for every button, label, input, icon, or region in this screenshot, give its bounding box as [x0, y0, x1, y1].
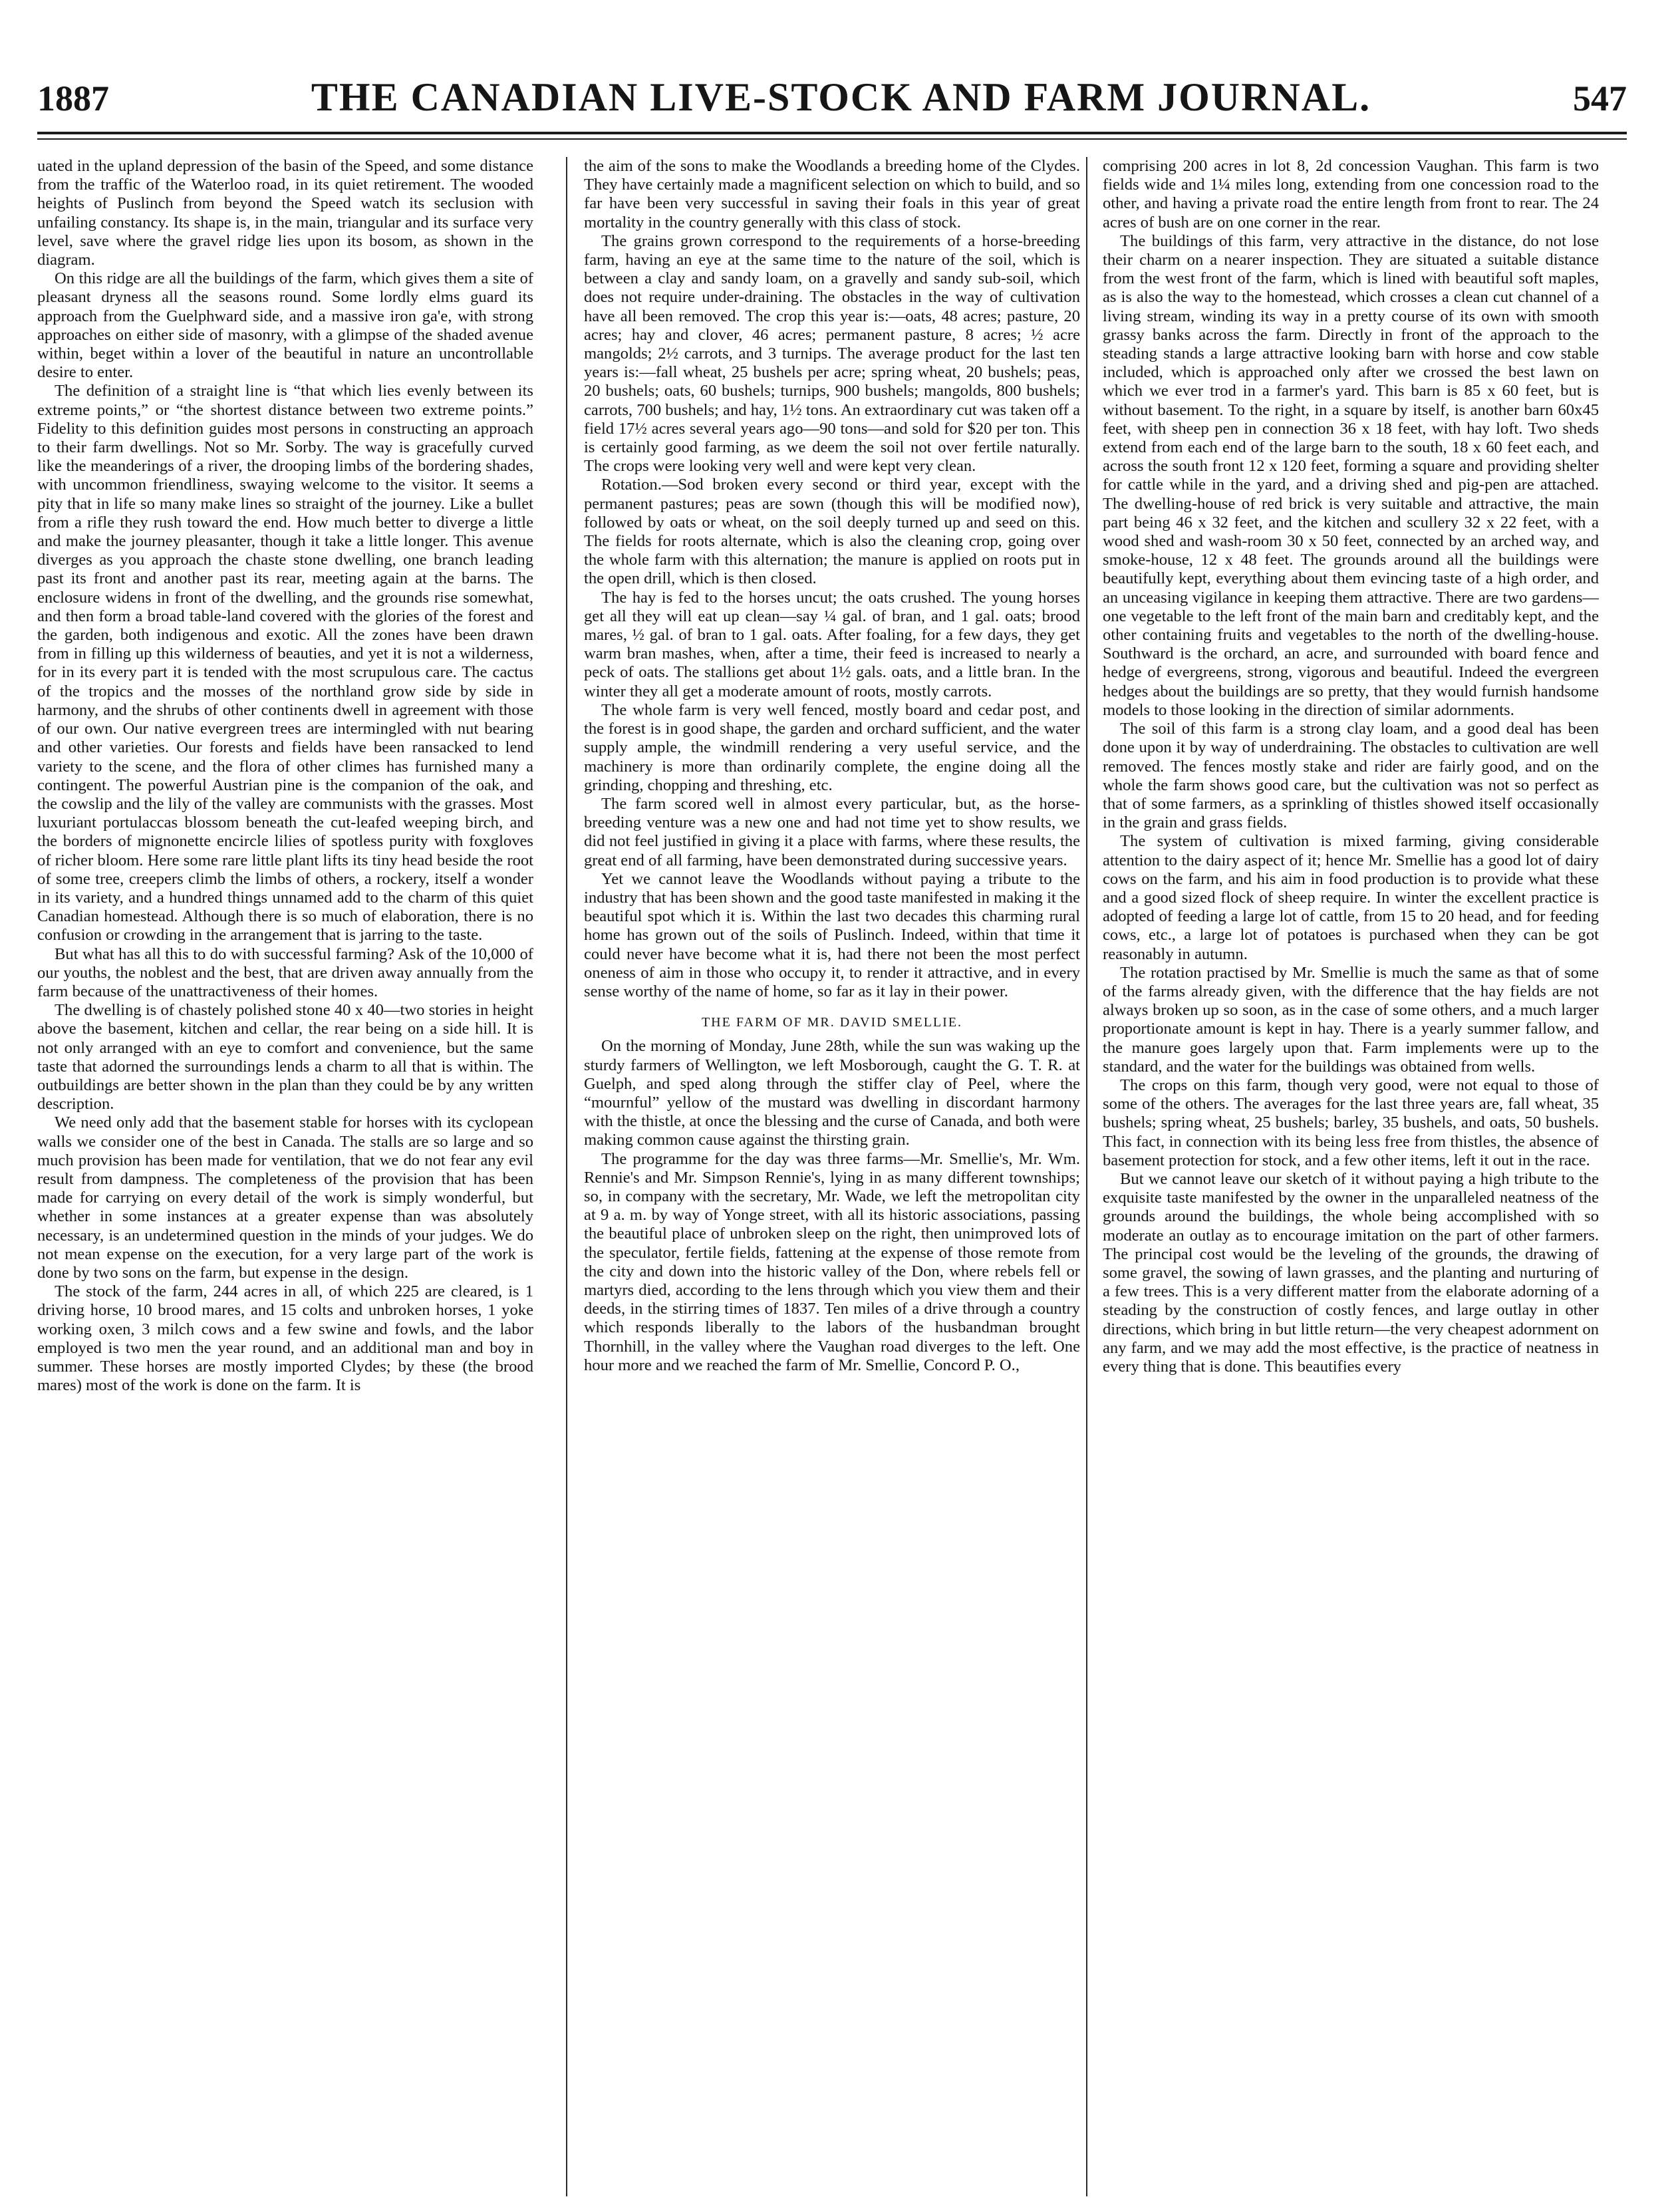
paragraph: The stock of the farm, 244 acres in all, of which 225 are cleared, is 1 driving horse, 10 brood mares, and 15 colts and unbroken horses, 1 yoke working oxen, 3 milch cows and a few swine and fowls, and the labor employed is two men the year round, and an additional man and boy in summer. These horses are mostly imported Clydes; by these (the brood mares) most of the work is done on the farm. It is [37, 1282, 533, 1395]
header-rule-thin [37, 138, 1627, 140]
paragraph: Yet we cannot leave the Woodlands without paying a tribute to the industry that has been shown and the good taste manifested in making it the beautiful spot which it is. Within the last two decades this charming rural home has grown out of the soils of Puslinch. Indeed, within that time it could never have become what it is, had there not been the most perfect oneness of aim in those who occupy it, to render it attractive, and in every sense worthy of the name of home, so far as it lay in their power. [584, 869, 1080, 1000]
paragraph: The farm scored well in almost every particular, but, as the horse-breeding venture was a new one and had not time yet to show results, we did not feel justified in giving it a place with farms, where these results, the great end of all farming, have been demonstrated during successive years. [584, 794, 1080, 869]
paragraph: The hay is fed to the horses uncut; the oats crushed. The young horses get all they will eat up clean—say ¼ gal. of bran, and 1 gal. oats; brood mares, ½ gal. of bran to 1 gal. oats. After foaling, for a few days, they get warm bran mashes, when, after a time, their feed is increased to nearly a peck of oats. The stallions get about 1½ gals. oats, and a little bran. In the winter they all get a moderate amount of roots, mostly carrots. [584, 588, 1080, 700]
paragraph: The crops on this farm, though very good, were not equal to those of some of the others. The averages for the last three years are, fall wheat, 35 bushels; spring wheat, 25 bushels; barley, 35 bushels, and oats, 50 bushels. This fact, in connection with its being less free from thistles, the absence of basement protection for stock, and a few other items, left it out in the race. [1103, 1076, 1599, 1169]
paragraph: But we cannot leave our sketch of it without paying a high tribute to the exquisite taste manifested by the owner in the unparalleled neatness of the grounds around the buildings, the whole being accomplished with so moderate an outlay as to encourage imitation on the part of other farmers. The principal cost would be the leveling of the grounds, the drawing of some gravel, the sowing of lawn grasses, and the planting and nurturing of a few trees. This is a very different matter from the elaborate adorning of a steading by the construction of costly fences, and large outlay in other directions, which bring in but little return—the very cheapest adornment on any farm, and we may add the most effective, is the practice of neatness in every thing that is done. This beautifies every [1103, 1169, 1599, 1376]
paragraph: the aim of the sons to make the Woodlands a breeding home of the Clydes. They have certainly made a magnificent selection on which to build, and so far have been very successful in saving their foals in this year of great mortality in the country generally with this class of stock. [584, 157, 1080, 231]
paragraph: But what has all this to do with successful farming? Ask of the 10,000 of our youths, the noblest and the best, that are driven away annually from the farm because of the unattractiveness of their homes. [37, 945, 533, 1000]
paragraph: Rotation.—Sod broken every second or third year, except with the permanent pastures; peas are sown (though this will be modified now), followed by oats or wheat, on the soil deeply turned up and seed on this. The fields for roots alternate, which is also the cleaning crop, going over the whole farm with this alternation; the manure is applied on roots put in the open drill, which is then closed. [584, 476, 1080, 588]
text-column-2 [584, 157, 1080, 2199]
journal-title: THE CANADIAN LIVE-STOCK AND FARM JOURNAL. [311, 75, 1371, 119]
paragraph: comprising 200 acres in lot 8, 2d concession Vaughan. This farm is two fields wide and 1¼ miles long, extending from one concession road to the other, and having a private road the entire length from front to rear. The 24 acres of bush are on one corner in the rear. [1103, 157, 1599, 231]
paragraph: The system of cultivation is mixed farming, giving considerable attention to the dairy aspect of it; hence Mr. Smellie has a good lot of dairy cows on the farm, and his aim in food production is to provide what these and a good sized flock of sheep require. In winter the excellent practice is adopted of feeding a large lot of cattle, from 15 to 20 head, and for feeding cows, etc., a large lot of potatoes is purchased when they can be got reasonably in autumn. [1103, 832, 1599, 963]
paragraph: The dwelling is of chastely polished stone 40 x 40—two stories in height above the basement, kitchen and cellar, the rear being on a side hill. It is not only arranged with an eye to comfort and convenience, but the same taste that adorned the surroundings lends a charm to all that is within. The outbuildings are better shown in the plan than they could be by any written description. [37, 1001, 533, 1113]
header-year: 1887 [37, 78, 109, 118]
page-header [37, 74, 1627, 128]
column-divider [566, 157, 567, 2196]
section-heading: THE FARM OF MR. DAVID SMELLIE. [701, 1015, 963, 1030]
paragraph: The buildings of this farm, very attractive in the distance, do not lose their charm on a nearer inspection. They are situated a suitable distance from the west front of the farm, which is lined with beautiful soft maples, as is also the way to the homestead, which crosses a clean cut channel of a living stream, winding its way in a pretty course of its own with smooth grassy banks across the farm. Directly in front of the approach to the steading stands a large attractive looking barn with horse and cow stable included, which is approached only after we crossed the best lawn on which we ever trod in a farmer's yard. This barn is 85 x 60 feet, but is without basement. To the right, in a square by itself, is another barn 60x45 feet, with sheep pen in connection 36 x 18 feet, with hay loft. Two sheds extend from each end of the large barn to the south, 18 x 60 feet each, and across the south front 12 x 120 feet, forming a square and providing shelter for cattle while in the yard, and a driving shed and pig-pen are attached. The dwelling-house of red brick is very suitable and attractive, the main part being 46 x 32 feet, and the kitchen and scullery 32 x 22 feet, with a wood shed and wash-room 30 x 50 feet, connected by an arched way, and smoke-house, 12 x 48 feet. The grounds around all the buildings were beautifully kept, everything about them evincing taste of a high order, and an unceasing vigilance in keeping them attractive. There are two gardens—one vegetable to the left front of the main barn and creditably kept, and the other containing fruits and vegetables to the north of the dwelling-house. Southward is the orchard, an acre, and surrounded with board fence and hedge of evergreens, strong, vigorous and beautiful. Indeed the evergreen hedges about the buildings are so pretty, that they would furnish handsome models to those looking in the direction of similar adornments. [1103, 231, 1599, 719]
paragraph: The definition of a straight line is “that which lies evenly between its extreme points,” or “the shortest distance between two extreme points.” Fidelity to this definition guides most persons in constructing an approach to their farm dwellings. Not so Mr. Sorby. The way is gracefully curved like the meanderings of a river, the drooping limbs of the bordering shades, with uncommon friendliness, swaying welcome to the visitor. It seems a pity that in life so many make lines so straight of the journey. Like a bullet from a rifle they rush toward the end. How much better to diverge a little and make the journey pleasanter, though it take a little longer. This avenue diverges as you approach the chaste stone dwelling, one branch leading past its front and another past its rear, meeting again at the barns. The enclosure widens in front of the dwelling, and the grounds rise somewhat, and then form a broad table-land covered with the glories of the forest and the garden, both indigenous and exotic. All the zones have been drawn from in filling up this wilderness of beauties, and yet it is not a wilderness, for in its every part it is tended with the most scrupulous care. The cactus of the tropics and the mosses of the northland grow side by side in harmony, and the shrubs of other continents dwell in agreement with those of our own. Our native evergreen trees are intermingled with nut bearing and other varieties. Our forests and fields have been ransacked to lend variety to the scene, and the flora of other climes has furnished many a contingent. The powerful Austrian pine is the companion of the oak, and the cowslip and the lily of the valley are communists with the grasses. Most luxuriant portulaccas blossom beneath the cut-leafed weeping birch, and the borders of mignonette encircle lilies of spotless purity with foxgloves of richer bloom. Here some rare little plant lifts its tiny head beside the root of some tree, creepers climb the limbs of others, a rockery, itself a wonder in its variety, and a hundred things unnamed add to the charm of this quiet Canadian homestead. Although there is so much of elaboration, there is no confusion or crowding in the arrangement that is jarring to the taste. [37, 382, 533, 945]
paragraph: uated in the upland depression of the basin of the Speed, and some distance from the traffic of the Waterloo road, in its quiet retirement. The wooded heights of Puslinch from beyond the Speed watch its seclusion with unfailing constancy. Its shape is, in the main, triangular and its surface very level, save where the gravel ridge lies upon its bosom, as shown in the diagram. [37, 157, 533, 269]
column-divider [1086, 157, 1087, 2196]
text-column-3 [1103, 157, 1599, 2199]
paragraph: The whole farm is very well fenced, mostly board and cedar post, and the forest is in good shape, the garden and orchard sufficient, and the water supply ample, the windmill rendering a very useful service, and the machinery is more than ordinarily complete, the engine doing all the grinding, chopping and threshing, etc. [584, 700, 1080, 794]
paragraph: On this ridge are all the buildings of the farm, which gives them a site of pleasant dryness all the seasons round. Some lordly elms guard its approach from the Guelphward side, and a massive iron ga'e, with strong approaches on either side of masonry, with a glimpse of the shaded avenue within, beget within a lover of the beautiful in nature an uncontrollable desire to enter. [37, 269, 533, 382]
text-column-1 [37, 157, 533, 2199]
paragraph: On the morning of Monday, June 28th, while the sun was waking up the sturdy farmers of Wellington, we left Mosborough, caught the G. T. R. at Guelph, and sped along through the stiffer clay of Peel, where the “mournful” yellow of the mustard was dwelling in discordant harmony with the thistle, at once the blessing and the curse of Canada, and both were making common cause against the thirsting grain. [584, 1037, 1080, 1149]
paragraph: The soil of this farm is a strong clay loam, and a good deal has been done upon it by way of underdraining. The obstacles to cultivation are well removed. The fences mostly stake and rider are fairly good, and on the whole the farm shows good care, but the cultivation was not so perfect as that of some farmers, as a sprinkling of thistles showed itself occasionally in the grain and grass fields. [1103, 720, 1599, 832]
paragraph: The rotation practised by Mr. Smellie is much the same as that of some of the farms already given, with the difference that the hay fields are not always broken up so soon, as in the case of some others, and a much larger proportionate amount is kept in hay. There is a yearly summer fallow, and the manure goes largely upon that. Farm implements were up to the standard, and the water for the buildings was obtained from wells. [1103, 963, 1599, 1076]
page-number: 547 [1572, 78, 1627, 118]
header-rule [37, 132, 1627, 134]
paragraph: The programme for the day was three farms—Mr. Smellie's, Mr. Wm. Rennie's and Mr. Simpson Rennie's, lying in as many different townships; so, in company with the secretary, Mr. Wade, we left the metropolitan city at 9 a. m. by way of Yonge street, with all its historic associations, passing the beautiful place of unbroken sleep on the right, then unimproved lots of the speculator, fertile fields, fattening at the expense of those remote from the city and down into the historic valley of the Don, where rebels fell or martyrs died, according to the lens through which you view them and their deeds, in the stirring times of 1837. Ten miles of a drive through a country which responds liberally to the labors of the husbandman brought Thornhill, in the valley where the Vaughan road diverges to the left. One hour more and we reached the farm of Mr. Smellie, Concord P. O., [584, 1149, 1080, 1374]
paragraph: We need only add that the basement stable for horses with its cyclopean walls we consider one of the best in Canada. The stalls are so large and so much provision has been made for ventilation, that we do not fear any evil result from dampness. The completeness of the provision that has been made for carrying on every detail of the work is simply wonderful, but whether in some instances at a greater expense than was absolutely necessary, is an undetermined question in the minds of your judges. We do not mean expense on the execution, for a very large part of the work is done by two sons on the farm, but expense in the design. [37, 1113, 533, 1282]
paragraph: The grains grown correspond to the requirements of a horse-breeding farm, having an eye at the same time to the nature of the soil, which is between a clay and sandy loam, on a gravelly and sandy sub-soil, which does not require under-draining. The obstacles in the way of cultivation have all been removed. The crop this year is:—oats, 48 acres; pasture, 20 acres; hay and clover, 46 acres; permanent pasture, 8 acres; ½ acre mangolds; 2½ carrots, and 3 turnips. The average product for the last ten years is:—fall wheat, 25 bushels per acre; spring wheat, 20 bushels; peas, 20 bushels; oats, 60 bushels; turnips, 900 bushels; mangolds, 800 bushels; carrots, 700 bushels; and hay, 1½ tons. An extraordinary cut was taken off a field 17½ acres several years ago—90 tons—and sold for $20 per ton. This is certainly good farming, as we deem the soil not over fertile naturally. The crops were looking very well and were kept very clean. [584, 231, 1080, 476]
